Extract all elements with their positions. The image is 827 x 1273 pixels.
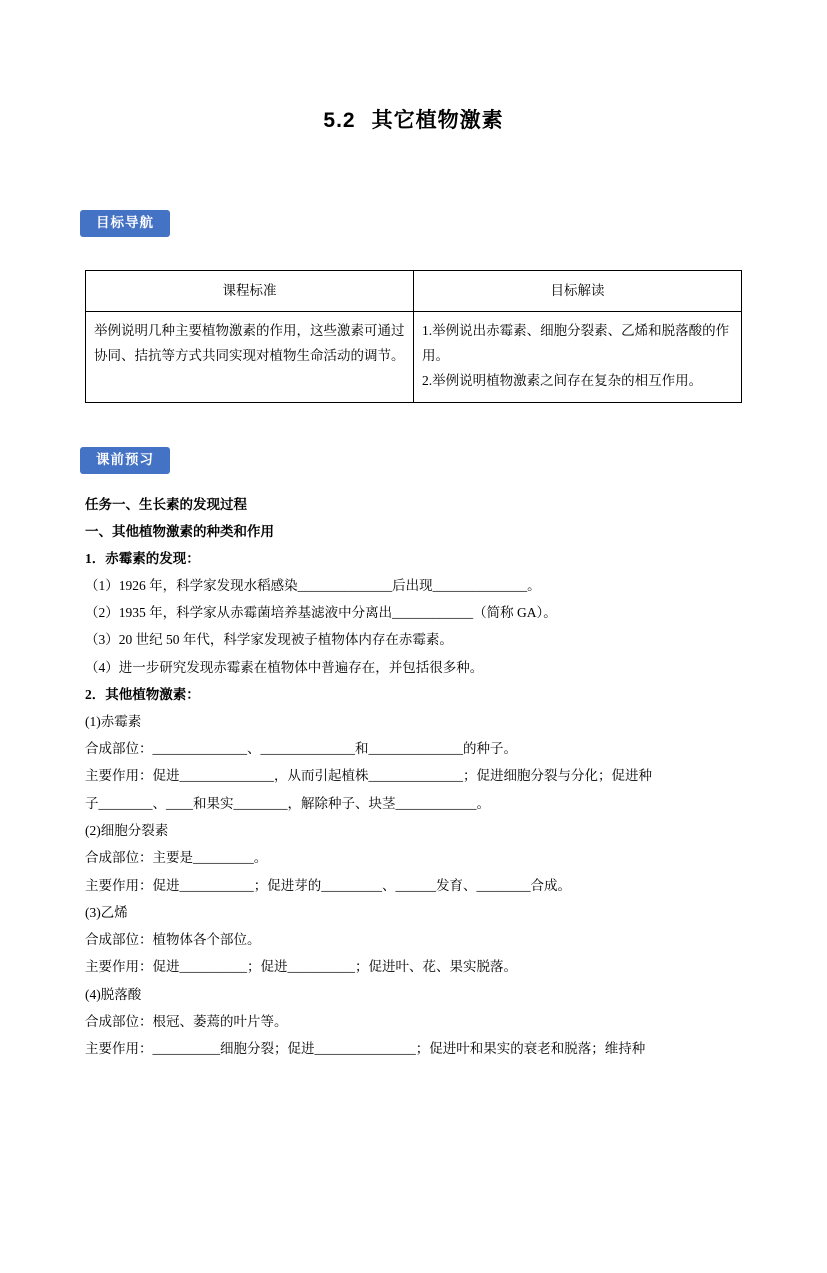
section-heading: 一、其他植物激素的种类和作用 — [85, 523, 274, 539]
hormone-line: 合成部位：植物体各个部位。 — [85, 932, 261, 948]
hormone-line: 合成部位：______________、______________和______________的种子。 — [85, 741, 517, 757]
hormone-name: (3)乙烯 — [85, 904, 128, 920]
goal-nav-badge: 目标导航 — [80, 210, 170, 237]
hormone-line: 主要作用：__________细胞分裂；促进_______________；促进叶和果实的衰老和脱落；维持种 — [85, 1041, 646, 1057]
table-cell-interpretation — [414, 312, 742, 403]
sub-heading-1: 1．赤霉素的发现： — [85, 550, 200, 566]
page-title — [85, 104, 742, 134]
goal-nav-badge-wrap — [80, 210, 742, 237]
hormone-line: 合成部位：主要是_________。 — [85, 850, 268, 866]
interpretation-line-1: 1.举例说出赤霉素、细胞分裂素、乙烯和脱落酸的作用。 — [422, 323, 730, 364]
hormone-name: (4)脱落酸 — [85, 986, 142, 1002]
list-item: （2）1935 年，科学家从赤霉菌培养基滤液中分离出____________（简称 GA）。 — [85, 605, 557, 621]
list-item: （1）1926 年，科学家发现水稻感染______________后出现______________。 — [85, 577, 541, 593]
hormone-line: 主要作用：促进__________；促进__________；促进叶、花、果实脱落。 — [85, 959, 517, 975]
hormone-line: 主要作用：促进___________；促进芽的_________、______发育、________合成。 — [85, 877, 571, 893]
sub-heading-2: 2．其他植物激素： — [85, 686, 200, 702]
table-header-standard: 课程标准 — [86, 270, 414, 312]
standard-text: 举例说明几种主要植物激素的作用，这些激素可通过协同、拮抗等方式共同实现对植物生命活动的调节。 — [94, 323, 405, 364]
goal-table — [85, 270, 742, 404]
task-heading: 任务一、生长素的发现过程 — [85, 496, 247, 512]
table-header-row — [86, 270, 742, 312]
hormone-name: (2)细胞分裂素 — [85, 823, 169, 838]
interpretation-line-2: 2.举例说明植物激素之间存在复杂的相互作用。 — [422, 373, 703, 389]
preview-badge: 课前预习 — [80, 447, 170, 474]
document-page — [0, 104, 827, 1273]
table-cell-standard — [86, 312, 414, 403]
page-title-number: 5.2 — [323, 109, 356, 132]
page-title-text: 其它植物激素 — [371, 109, 504, 132]
list-item: （4）进一步研究发现赤霉素在植物体中普遍存在，并包括很多种。 — [85, 659, 484, 675]
table-row — [86, 312, 742, 403]
hormone-line: 主要作用：促进______________，从而引起植株______________；促进细胞分裂与分化；促进种 — [85, 768, 652, 784]
table-header-interpretation: 目标解读 — [414, 270, 742, 312]
list-item: （3）20 世纪 50 年代，科学家发现被子植物体内存在赤霉素。 — [85, 632, 453, 648]
hormone-name: (1)赤霉素 — [85, 713, 142, 729]
hormone-line: 子________、____和果实________，解除种子、块茎____________。 — [85, 795, 490, 811]
hormone-line: 合成部位：根冠、萎蔫的叶片等。 — [85, 1013, 288, 1029]
preview-badge-wrap — [80, 447, 742, 474]
